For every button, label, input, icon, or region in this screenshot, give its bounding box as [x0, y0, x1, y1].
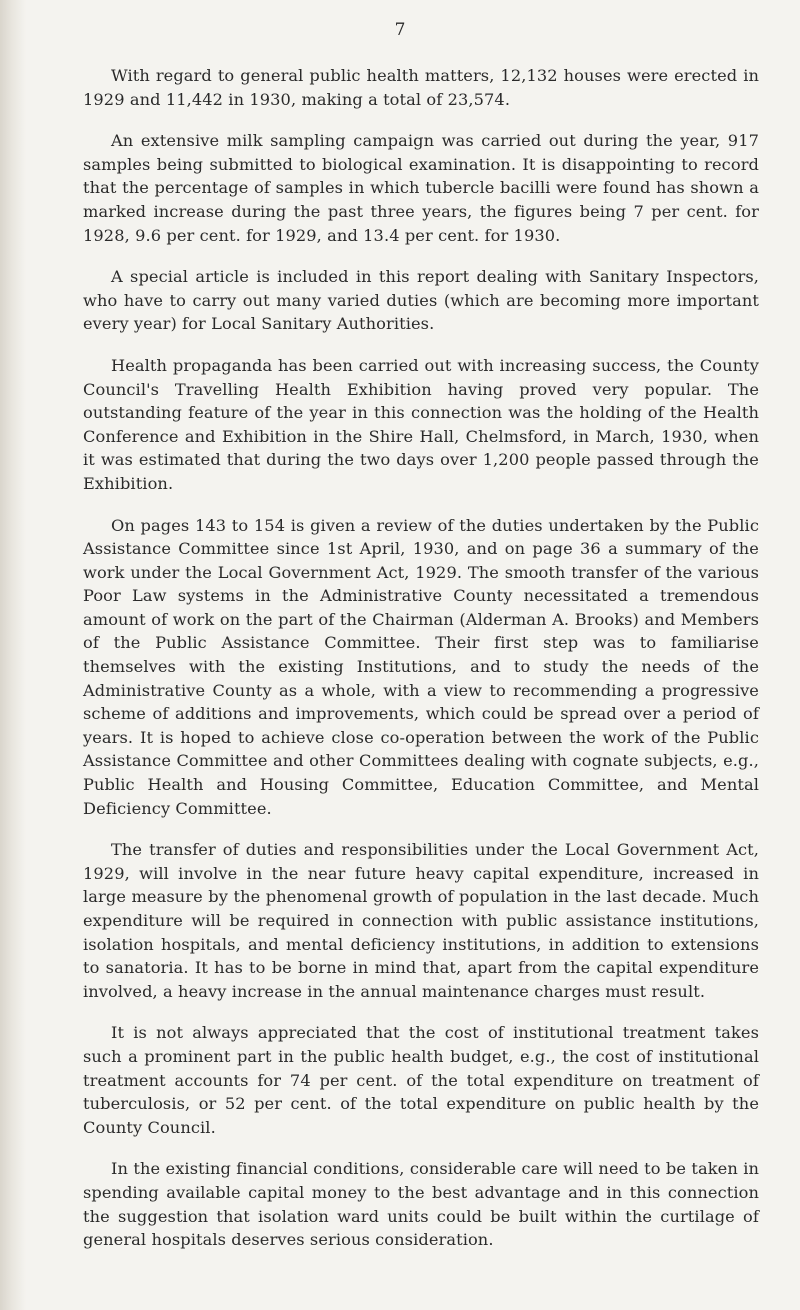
paragraph-financial-conditions: In the existing financial conditions, considerable care will need to be taken in spending available capital money to the best advantage and in this connection the suggestion that isolation ward units could be built within the curtilage of general hospitals deserves serious consideration.	[83, 1159, 759, 1250]
paragraph-housing: With regard to general public health matters, 12,132 houses were erected in 1929 and 11,442 in 1930, making a total of 23,574.	[83, 66, 759, 109]
paragraph-public-assistance: On pages 143 to 154 is given a review of the duties undertaken by the Public Assistance Committee since 1st April, 1930, and on page 36 a summary of the work under the Local Government Act, 1929. The smooth transfer of the various Poor Law systems in the Administrative County necessitated a tremendous amount of work on the part of the Chairman (Alderman A. Brooks) and Members of the Public Assistance Committee. Their first step was to familiarise themselves with the existing Institutions, and to study the needs of the Administrative County as a whole, with a view to recommending a progressive scheme of additions and improvements, which could be spread over a period of years. It is hoped to achieve close co-operation between the work of the Public Assistance Committee and other Committees dealing with cognate subjects, e.g., Public Health and Housing Committee, Education Committee, and Mental Deficiency Committee.	[83, 515, 759, 818]
paragraph-institutional-treatment: It is not always appreciated that the cost of institutional treatment takes such a prominent part in the public health budget, e.g., the cost of institutional treatment accounts for 74 per cent. of the total expenditure on treatment of tuberculosis, or 52 per cent. of the total expenditure on public health by the County Council.	[83, 1023, 759, 1137]
paragraph-milk-sampling: An extensive milk sampling campaign was carried out during the year, 917 samples being submitted to biological examination. It is disappointing to record that the percentage of samples in which tubercle bacilli were found has shown a marked increase during the past three years, the figures being 7 per cent. for 1928, 9.6 per cent. for 1929, and 13.4 per cent. for 1930.	[83, 131, 759, 245]
page-binding-edge	[0, 0, 26, 1310]
paragraph-health-propaganda: Health propaganda has been carried out with increasing success, the County Council's Travelling Health Exhibition having proved very popular. The outstanding feature of the year in this connection was the holding of the Health Conference and Exhibition in the Shire Hall, Chelmsford, in March, 1930, when it was estimated that during the two days over 1,200 people passed through the Exhibition.	[83, 355, 759, 493]
page-number: 7	[394, 20, 406, 40]
paragraph-sanitary-inspectors: A special article is included in this report dealing with Sanitary Inspectors, who have to carry out many varied duties (which are becoming more important every year) for Local Sanitary Authorities.	[83, 267, 759, 334]
paragraph-capital-expenditure: The transfer of duties and responsibilities under the Local Government Act, 1929, will involve in the near future heavy capital expenditure, increased in large measure by the phenomenal growth of population in the last decade. Much expenditure will be required in connection with public assistance institutions, isolation hospitals, and mental deficiency institutions, in addition to extensions to sanatoria. It has to be borne in mind that, apart from the capital expenditure involved, a heavy increase in the annual maintenance charges must result.	[83, 840, 759, 1001]
document-body	[83, 64, 759, 1270]
